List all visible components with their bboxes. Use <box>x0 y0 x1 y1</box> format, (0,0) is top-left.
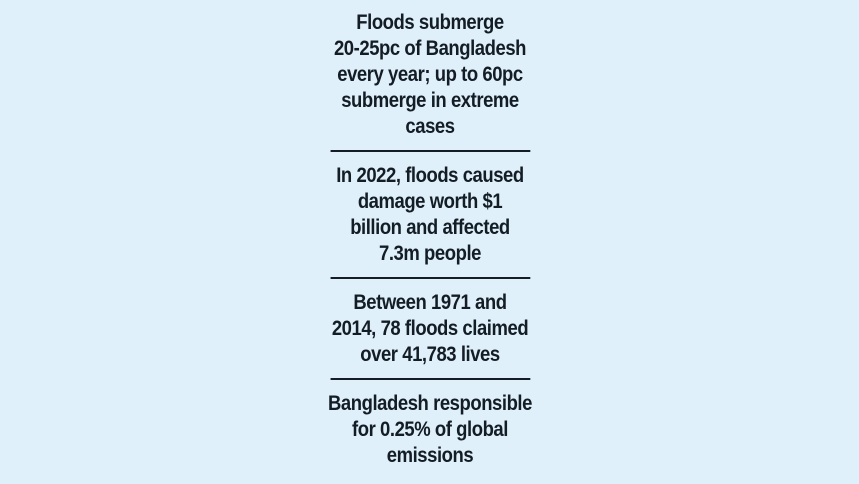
divider <box>330 277 530 279</box>
fact-line: Floods submerge <box>355 11 504 34</box>
fact-line: 20-25pc of Bangladesh <box>333 37 526 60</box>
fact-emissions-share <box>298 391 562 469</box>
fact-line: 7.3m people <box>378 242 481 265</box>
fact-line: every year; up to 60pc <box>336 63 523 86</box>
divider <box>330 150 530 152</box>
fact-line: 2014, 78 floods claimed <box>331 317 528 340</box>
fact-line: billion and affected <box>349 216 510 239</box>
fact-line: over 41,783 lives <box>359 343 500 366</box>
fact-flood-extent <box>298 10 562 140</box>
fact-line: Between 1971 and <box>352 291 507 314</box>
fact-line: cases <box>404 115 455 138</box>
fact-line: Bangladesh responsible <box>327 392 532 415</box>
fact-line: submerge in extreme <box>340 89 519 112</box>
fact-damage-2022 <box>298 163 562 267</box>
fact-line: In 2022, floods caused <box>335 164 524 187</box>
fact-line: emissions <box>386 444 473 467</box>
fact-line: damage worth $1 <box>357 190 502 213</box>
fact-line: for 0.25% of global <box>351 418 508 441</box>
facts-column <box>298 0 562 469</box>
divider <box>330 378 530 380</box>
fact-historic-deaths <box>298 290 562 368</box>
